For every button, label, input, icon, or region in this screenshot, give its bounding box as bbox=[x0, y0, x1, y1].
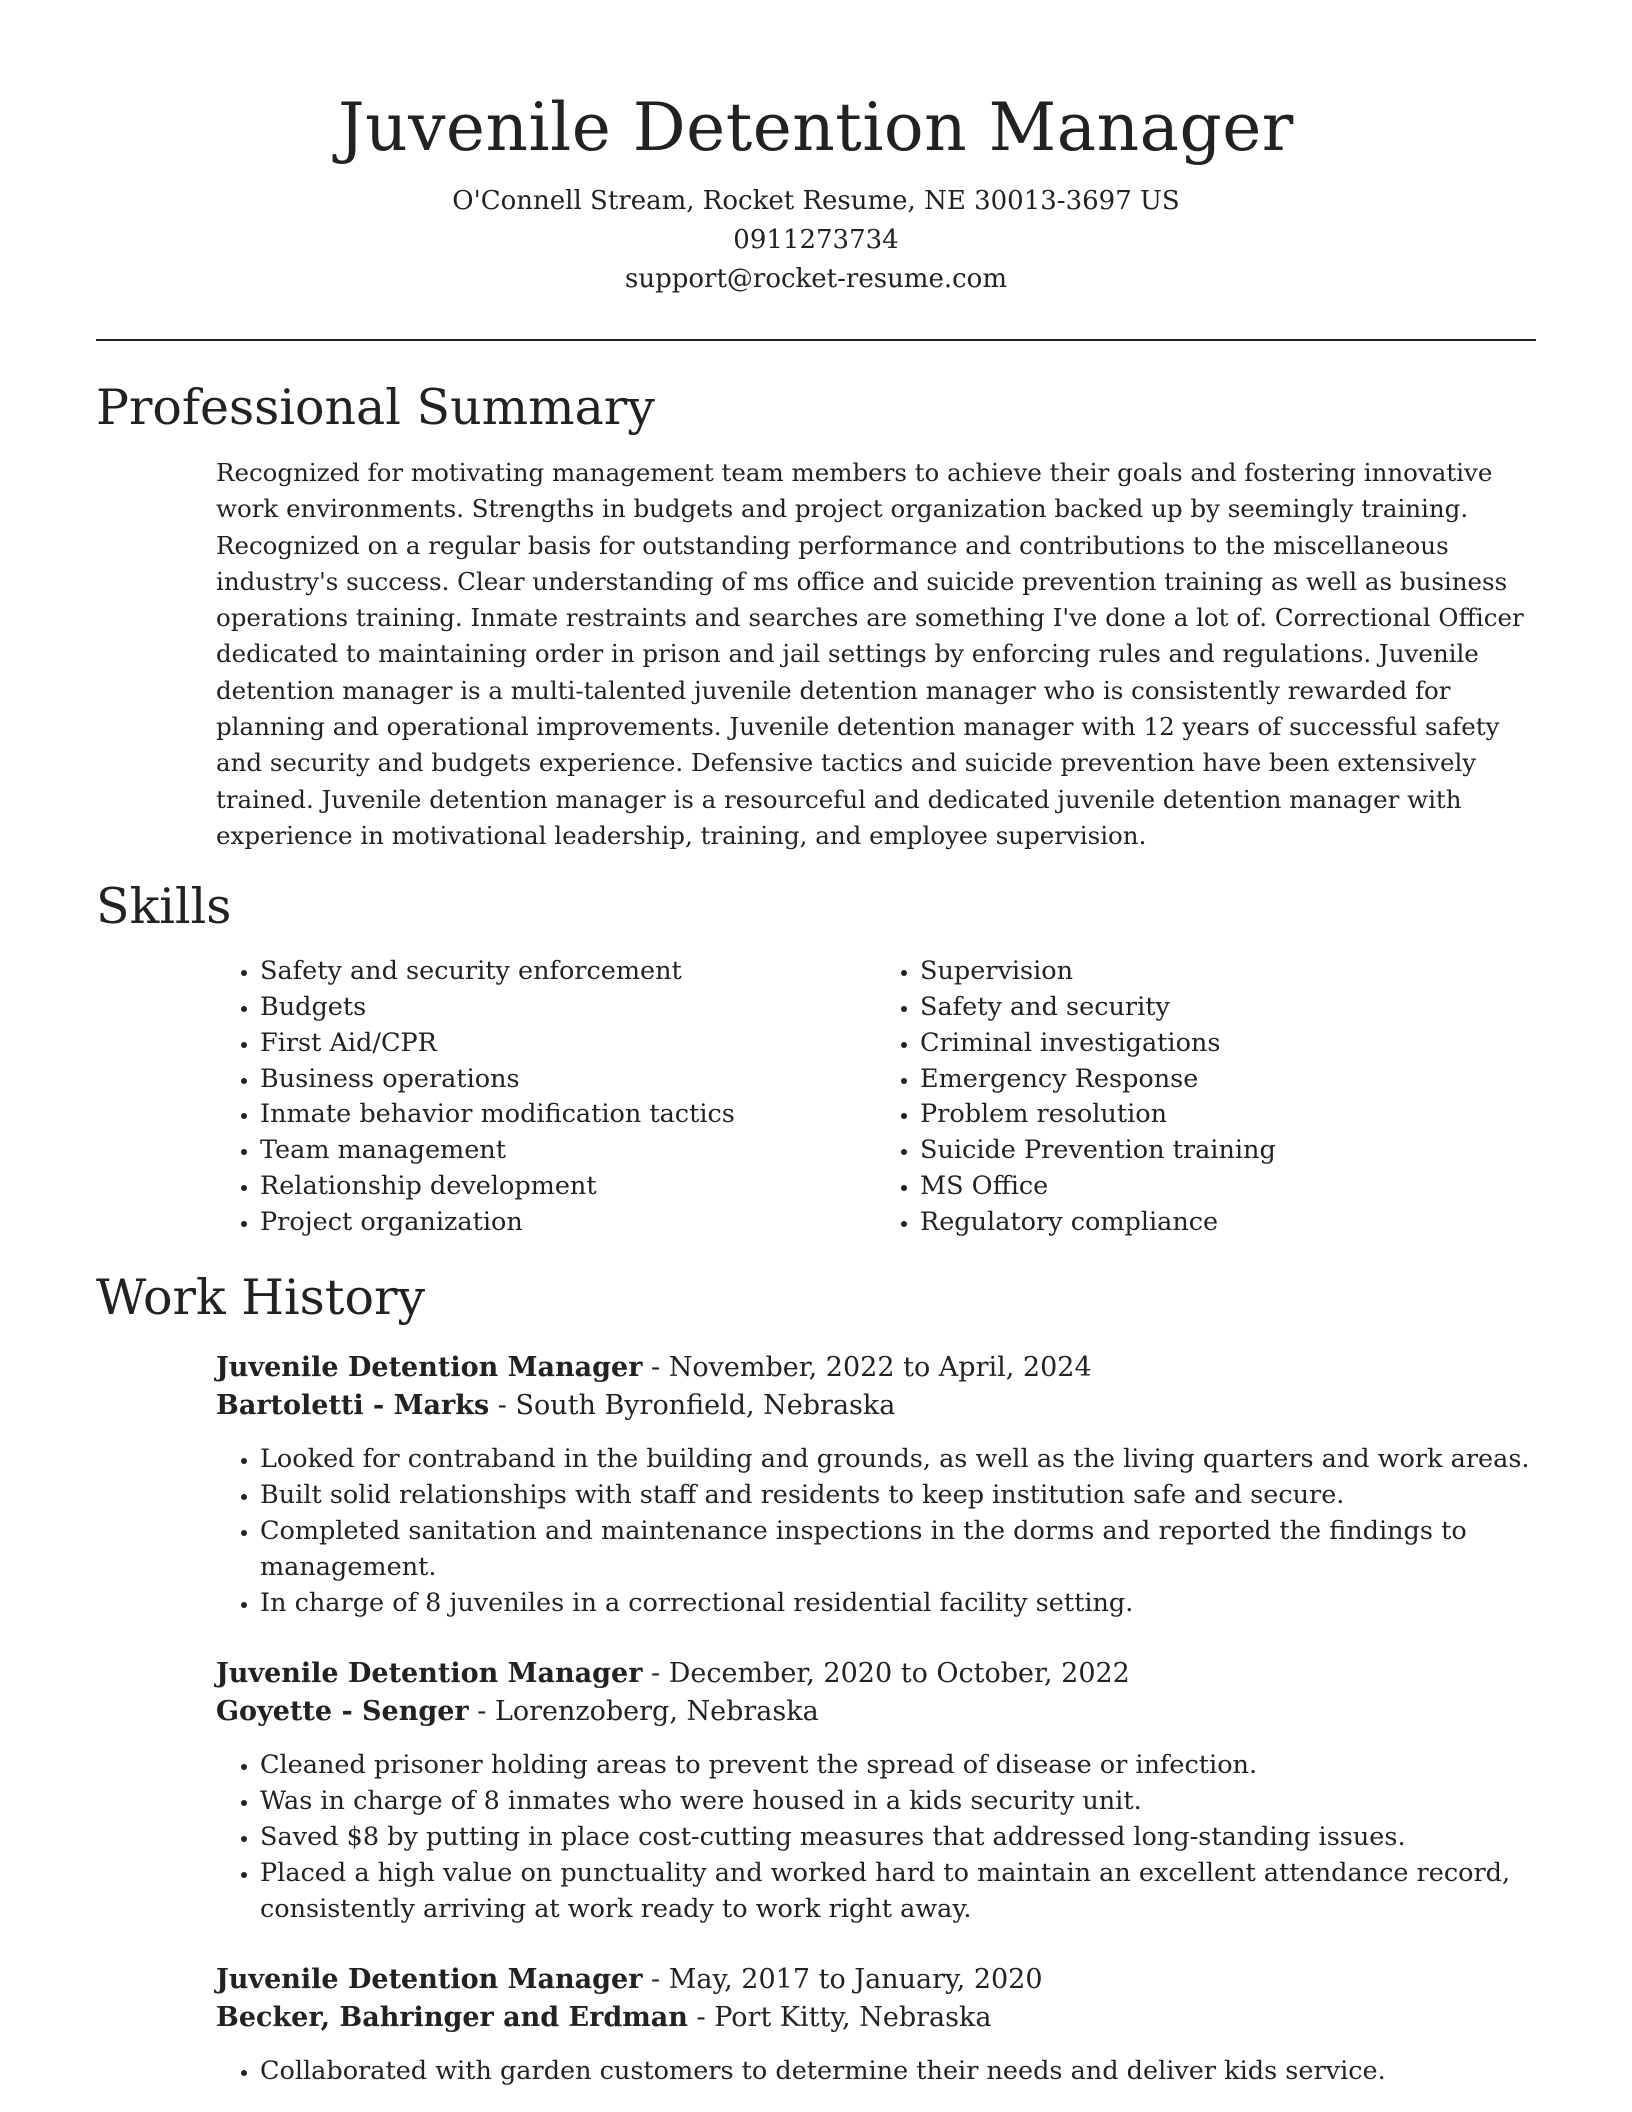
work-history-title: Work History bbox=[96, 1268, 426, 1326]
job-title-line bbox=[216, 1961, 1536, 1999]
contact-phone: 0911273734 bbox=[733, 225, 899, 255]
skill-item: • Safety and security enforcement bbox=[260, 954, 876, 990]
job-bullet: • Looked for contraband in the building and grounds, as well as the living quarters and work areas. bbox=[260, 1441, 1536, 1477]
skills-title: Skills bbox=[96, 878, 232, 936]
skill-item: • Budgets bbox=[260, 990, 876, 1026]
summary-text: Recognized for motivating management team members to achieve their goals and fostering innovative work environments. Strengths in budgets and project organization backed up by seemingly training. Recognized on a regular basis for outstanding performance and contributions to the miscellaneous industry's success. Clear understanding of ms office and suicide prevention training as well as business operations training. Inmate restraints and searches are something I've done a lot of. Correctional Officer dedicated to maintaining order in prison and jail settings by enforcing rules and regulations. Juvenile detention manager is a multi-talented juvenile detention manager who is consistently rewarded for planning and operational improvements. Juvenile detention manager with 12 years of successful safety and security and budgets experience. Defensive tactics and suicide prevention have been extensively trained. Juvenile detention manager is a resourceful and dedicated juvenile detention manager with experience in motivational leadership, training, and employee supervision. bbox=[216, 458, 1524, 850]
job-bullet: • In charge of 8 juveniles in a correctional residential facility setting. bbox=[260, 1585, 1536, 1621]
job-company: Bartoletti - Marks bbox=[216, 1389, 490, 1421]
job-dates: - November, 2022 to April, 2024 bbox=[642, 1351, 1092, 1383]
skill-item: • Team management bbox=[260, 1133, 876, 1169]
job-bullet: • Collaborated with garden customers to determine their needs and deliver kids service. bbox=[260, 2053, 1536, 2089]
contact-email: support@rocket-resume.com bbox=[624, 264, 1007, 294]
skill-item: • Relationship development bbox=[260, 1169, 876, 1205]
job-position: Juvenile Detention Manager bbox=[216, 1657, 643, 1689]
header-divider bbox=[96, 339, 1536, 341]
job-dates: - December, 2020 to October, 2022 bbox=[642, 1657, 1130, 1689]
contact-info bbox=[96, 182, 1536, 299]
skills-grid bbox=[216, 954, 1536, 1240]
job-position: Juvenile Detention Manager bbox=[216, 1963, 643, 1995]
summary-title: Professional Summary bbox=[96, 379, 655, 436]
skill-item: • Safety and security bbox=[920, 990, 1536, 1026]
skill-item: • Emergency Response bbox=[920, 1062, 1536, 1098]
job-bullet: • Completed sanitation and maintenance inspections in the dorms and reported the findings to management. bbox=[260, 1513, 1536, 1585]
job-company-line bbox=[216, 1693, 1536, 1731]
job-bullets bbox=[216, 2053, 1536, 2089]
job-bullet: • Cleaned prisoner holding areas to prevent the spread of disease or infection. bbox=[260, 1747, 1536, 1783]
candidate-name: Juvenile Detention Manager bbox=[338, 89, 1294, 166]
job-bullet: • Saved $8 by putting in place cost-cutting measures that addressed long-standing issues. bbox=[260, 1819, 1536, 1855]
summary-section bbox=[96, 375, 1536, 854]
job-company-line bbox=[216, 1999, 1536, 2037]
skill-item: • Criminal investigations bbox=[920, 1026, 1536, 1062]
job-location: - South Byronfield, Nebraska bbox=[489, 1389, 896, 1421]
skill-item: • Suicide Prevention training bbox=[920, 1133, 1536, 1169]
skill-item: • Inmate behavior modification tactics bbox=[260, 1097, 876, 1133]
skill-item: • Project organization bbox=[260, 1205, 876, 1241]
skill-item: • First Aid/CPR bbox=[260, 1026, 876, 1062]
job-position: Juvenile Detention Manager bbox=[216, 1351, 643, 1383]
job-bullets bbox=[216, 1441, 1536, 1621]
job-bullet: • Built solid relationships with staff and residents to keep institution safe and secure. bbox=[260, 1477, 1536, 1513]
skill-item: • Business operations bbox=[260, 1062, 876, 1098]
job-bullets bbox=[216, 1747, 1536, 1927]
skills-section bbox=[96, 874, 1536, 1240]
job-location: - Port Kitty, Nebraska bbox=[687, 2001, 992, 2033]
job-entry bbox=[216, 1655, 1536, 1927]
job-dates: - May, 2017 to January, 2020 bbox=[642, 1963, 1043, 1995]
skills-column-left bbox=[216, 954, 876, 1240]
job-title-line bbox=[216, 1349, 1536, 1387]
job-company: Becker, Bahringer and Erdman bbox=[216, 2001, 688, 2033]
skill-item: • Regulatory compliance bbox=[920, 1205, 1536, 1241]
skills-column-right bbox=[876, 954, 1536, 1240]
skill-item: • Supervision bbox=[920, 954, 1536, 990]
skill-item: • MS Office bbox=[920, 1169, 1536, 1205]
contact-address: O'Connell Stream, Rocket Resume, NE 30013-3697 US bbox=[452, 186, 1180, 216]
work-history-section bbox=[96, 1265, 1536, 2089]
job-title-line bbox=[216, 1655, 1536, 1693]
job-bullet: • Was in charge of 8 inmates who were housed in a kids security unit. bbox=[260, 1783, 1536, 1819]
job-location: - Lorenzoberg, Nebraska bbox=[468, 1695, 819, 1727]
job-company-line bbox=[216, 1387, 1536, 1425]
skill-item: • Problem resolution bbox=[920, 1097, 1536, 1133]
job-entry bbox=[216, 1961, 1536, 2089]
job-bullet: • Placed a high value on punctuality and worked hard to maintain an excellent attendance record, consistently arriving at work ready to work right away. bbox=[260, 1855, 1536, 1927]
job-company: Goyette - Senger bbox=[216, 1695, 469, 1727]
job-entry bbox=[216, 1349, 1536, 1621]
resume-header bbox=[96, 0, 1536, 299]
